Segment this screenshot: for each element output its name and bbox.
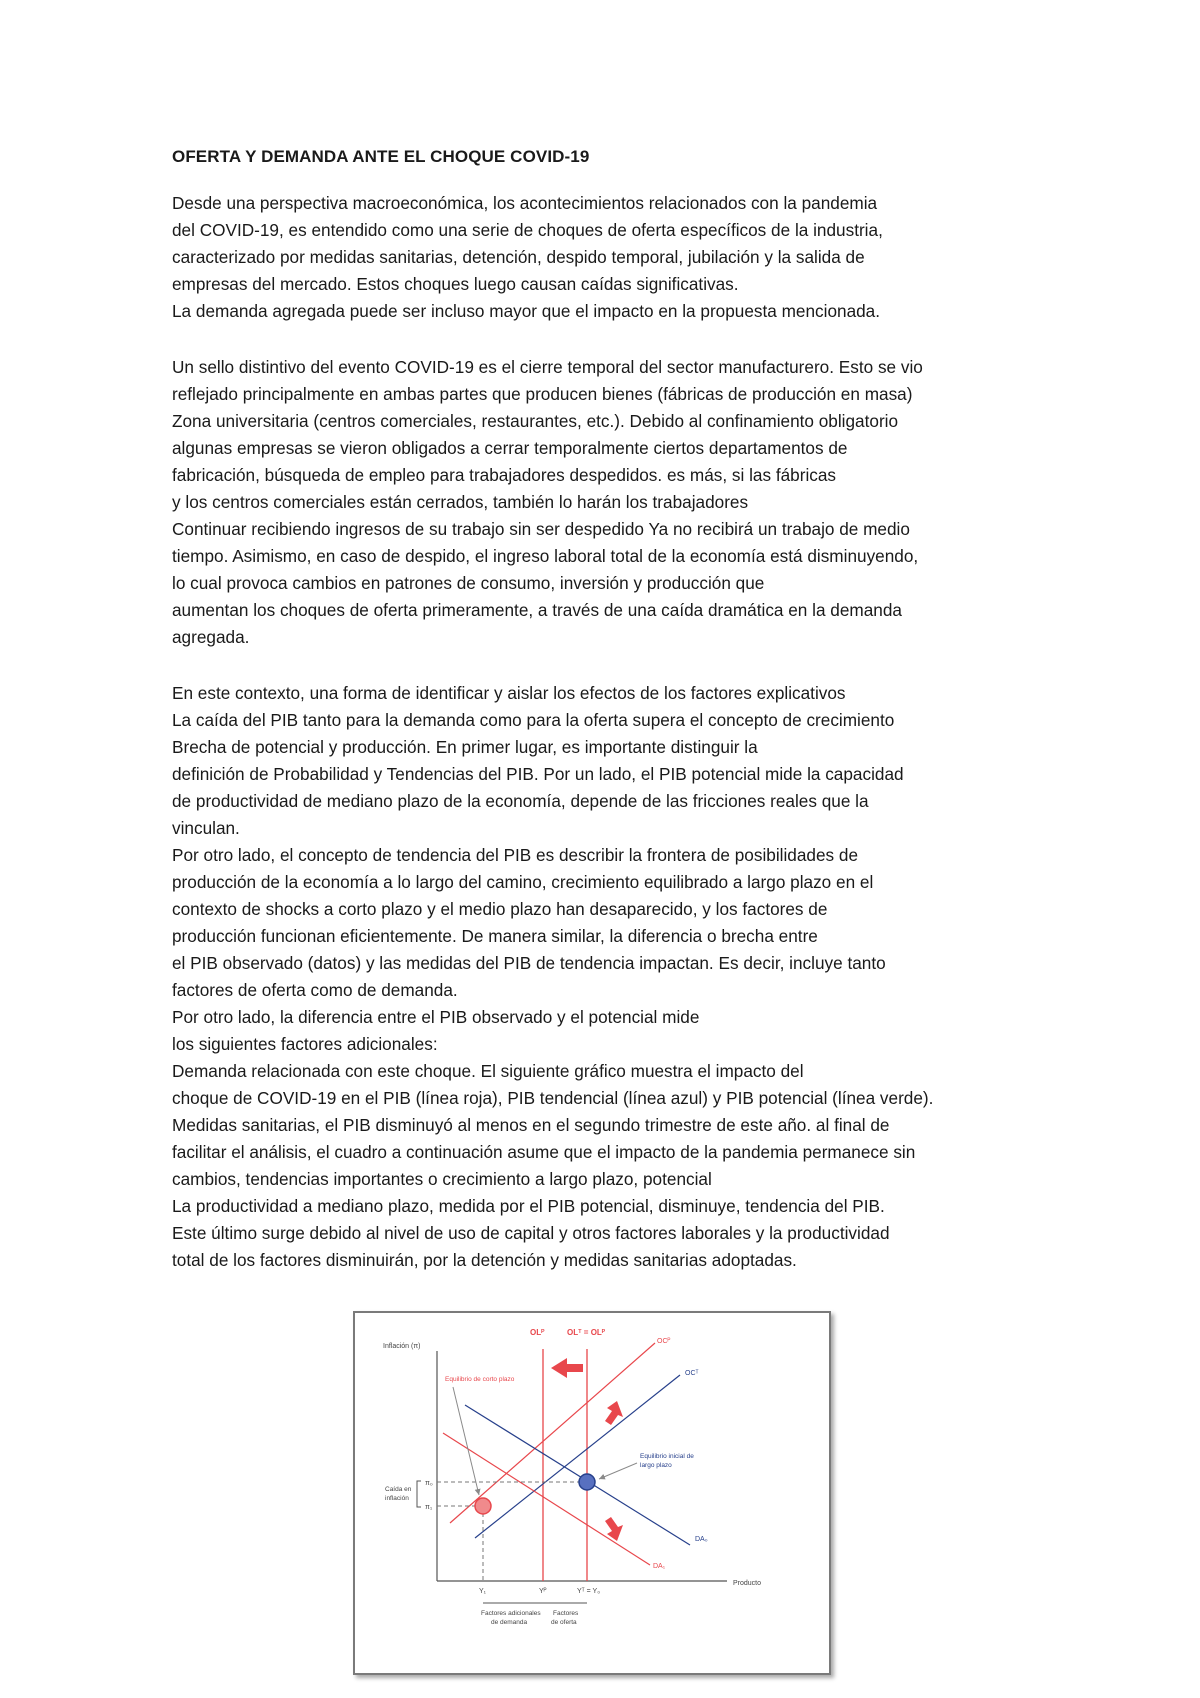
short-run-equilibrium-point [475,1498,491,1514]
text-line: La demanda agregada puede ser incluso mayor que el impacto en la propuesta mencionada. [172,301,881,321]
document-title: OFERTA Y DEMANDA ANTE EL CHOQUE COVID-19 [172,147,590,166]
text-line: Este último surge debido al nivel de uso de capital y otros factores laborales y la productividad [172,1223,890,1243]
drop-inflation-label [385,1486,412,1502]
demand-factors-label: de demanda [491,1619,528,1626]
left-shift-arrow [551,1358,583,1378]
paragraph-3 [172,680,1102,1274]
supply-factors-label: Factores [553,1610,579,1617]
text-line: de productividad de mediano plazo de la economía, depende de las fricciones reales que la [172,791,869,811]
up-shift-arrow [605,1401,623,1425]
tick-y1: Y₁ [479,1588,487,1595]
text-line: La productividad a mediano plazo, medida por el PIB potencial, disminuye, tendencia del PIB. [172,1196,885,1216]
text-line: Por otro lado, la diferencia entre el PIB observado y el potencial mide [172,1007,700,1027]
text-line: facilitar el análisis, el cuadro a continuación asume que el impacto de la pandemia permanece sin [172,1142,916,1162]
annotation-text: Equilibrio de corto plazo [445,1376,515,1383]
short-run-supply-red [450,1343,655,1523]
text-line: producción de la economía a lo largo del camino, crecimiento equilibrado a largo plazo en el [172,872,874,892]
text-line: reflejado principalmente en ambas partes que producen bienes (fábricas de producción en masa) [172,384,913,404]
x-axis-label: Producto [733,1580,762,1587]
ad-as-diagram [355,1313,829,1673]
text-line: Un sello distintivo del evento COVID-19 es el cierre temporal del sector manufacturero. Esto se vio [172,357,923,377]
text-line: producción funcionan eficientemente. De manera similar, la diferencia o brecha entre [172,926,818,946]
text-line: contexto de shocks a corto plazo y el medio plazo han desaparecido, y los factores de [172,899,828,919]
y-axis-label: Inflación (π) [383,1343,421,1350]
economic-diagram-figure [353,1311,831,1675]
text-line: y los centros comerciales están cerrados, también lo harán los trabajadores [172,492,749,512]
text-line: factores de oferta como de demanda. [172,980,458,1000]
drop-inflation-bracket [417,1481,421,1507]
text-line: Desde una perspectiva macroeconómica, los acontecimientos relacionados con la pandemia [172,193,878,213]
text-line: del COVID-19, es entendido como una serie de choques de oferta específicos de la industria, [172,220,883,240]
text-line: Por otro lado, el concepto de tendencia del PIB es describir la frontera de posibilidades de [172,845,859,865]
curve-label-demand-blue: DA₀ [695,1536,708,1543]
curve-label-vertical-red: OLᴾ [530,1328,545,1337]
text-line: los siguientes factores adicionales: [172,1034,438,1054]
text-line: vinculan. [172,818,240,838]
curve-label-sr-blue: OCᵀ [685,1370,699,1377]
text-line: algunas empresas se vieron obligados a cerrar temporalmente ciertos departamentos de [172,438,848,458]
demand-curve-red [443,1433,650,1565]
text-line: caracterizado por medidas sanitarias, detención, despido temporal, jubilación y la salida de [172,247,865,267]
text-line: lo cual provoca cambios en patrones de consumo, inversión y producción que [172,573,765,593]
text-line: agregada. [172,627,250,647]
text-line: tiempo. Asimismo, en caso de despido, el ingreso laboral total de la economía está disminuyendo, [172,546,919,566]
text-line: Brecha de potencial y producción. En primer lugar, es importante distinguir la [172,737,758,757]
demand-factors-label: Factores adicionales [481,1610,541,1617]
text-line: En este contexto, una forma de identificar y aislar los efectos de los factores explicativos [172,683,846,703]
curve-label-sr-red: OCᴾ [657,1338,671,1345]
paragraph-1 [172,190,1102,325]
text-line: fabricación, búsqueda de empleo para trabajadores despedidos. es más, si las fábricas [172,465,837,485]
text-line: Continuar recibiendo ingresos de su trabajo sin ser despedido Ya no recibirá un trabajo de medio [172,519,910,539]
tick-pi1: π₁ [425,1504,433,1511]
text-line: Medidas sanitarias, el PIB disminuyó al menos en el segundo trimestre de este año. al final de [172,1115,890,1135]
long-run-equilibrium-point [579,1474,595,1490]
text-line: choque de COVID-19 en el PIB (línea roja), PIB tendencial (línea azul) y PIB potencial (línea verde). [172,1088,934,1108]
text-line: cambios, tendencias importantes o crecimiento a largo plazo, potencial [172,1169,712,1189]
supply-factors-label: de oferta [551,1619,577,1626]
text-line: Demanda relacionada con este choque. El siguiente gráfico muestra el impacto del [172,1061,804,1081]
tick-pi0: π₀ [425,1480,433,1487]
paragraph-2 [172,354,1102,651]
text-line: aumentan los choques de oferta primeramente, a través de una caída dramática en la demanda [172,600,902,620]
pointer-long-run [599,1463,637,1479]
demand-curve-blue [465,1405,690,1545]
annotation-text: inflación [385,1495,409,1502]
annotation-text: largo plazo [640,1462,672,1469]
tick-yt: Yᵀ = Y₀ [577,1588,601,1595]
text-line: total de los factores disminuirán, por la detención y medidas sanitarias adoptadas. [172,1250,797,1270]
pointer-short-run [453,1387,479,1495]
text-line: definición de Probabilidad y Tendencias del PIB. Por un lado, el PIB potencial mide la capacidad [172,764,904,784]
tick-yp: Yᴾ [539,1588,547,1595]
annotation-text: Equilibrio inicial de [640,1453,694,1460]
text-line: el PIB observado (datos) y las medidas del PIB de tendencia impactan. Es decir, incluye tanto [172,953,886,973]
curve-label-demand-red: DA₁ [653,1563,666,1570]
text-line: La caída del PIB tanto para la demanda como para la oferta supera el concepto de crecimiento [172,710,895,730]
text-line: empresas del mercado. Estos choques luego causan caídas significativas. [172,274,739,294]
long-run-eq-label [640,1453,694,1469]
short-run-eq-label [445,1376,515,1383]
text-line: Zona universitaria (centros comerciales, restaurantes, etc.). Debido al confinamiento obligatorio [172,411,899,431]
annotation-text: Caída en [385,1486,412,1493]
curve-label-vertical-blue: OLᵀ = OLᴾ [567,1328,606,1337]
